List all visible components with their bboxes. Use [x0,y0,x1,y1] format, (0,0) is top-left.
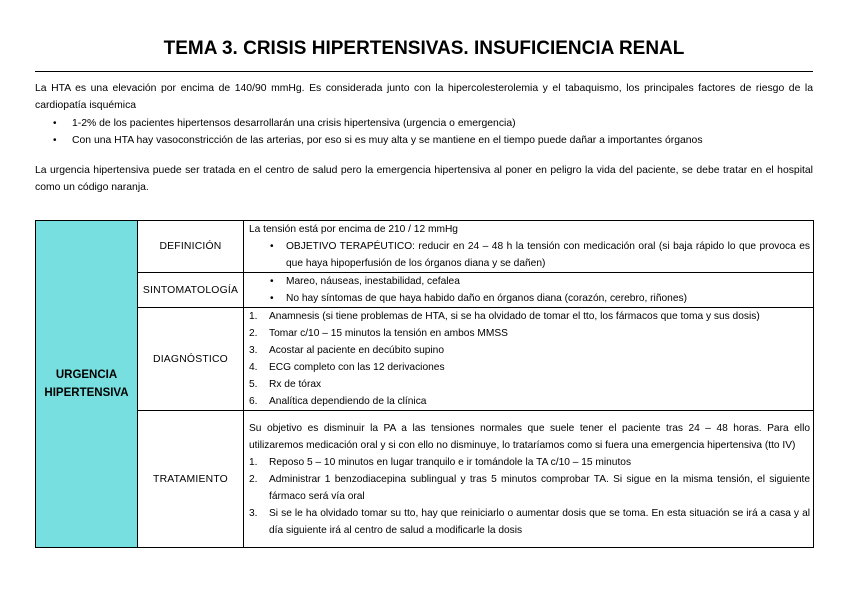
sintomatologia-bullet: • Mareo, náuseas, inestabilidad, cefalea [249,273,810,290]
diagnostico-content [244,308,814,411]
tratamiento-content [244,411,814,548]
side-label: URGENCIA HIPERTENSIVA [44,369,129,399]
sintomatologia-bullet: • No hay síntomas de que haya habido daño en órganos diana (corazón, cerebro, riñones) [249,290,810,307]
diagnostico-item: 5. Rx de tórax [249,379,322,390]
tratamiento-item: 1. Reposo 5 – 10 minutos en lugar tranquilo e ir tomándole la TA c/10 – 15 minutos [249,456,632,468]
row-label-sintomatologia: SINTOMATOLOGÍA [138,273,244,308]
intro-bullet-list [35,115,813,149]
intro-bullet: • 1-2% de los pacientes hipertensos desarrollarán una crisis hipertensiva (urgencia o emergencia) [35,115,813,132]
document-title: TEMA 3. CRISIS HIPERTENSIVAS. INSUFICIENCIA RENAL [163,38,685,59]
diagnostico-item: 6. Analítica dependiendo de la clínica [249,396,427,407]
diagnostico-item: 3. Acostar al paciente en decúbito supino [249,345,445,356]
tratamiento-item: 2. Administrar 1 benzodiacepina sublingual y tras 5 minutos comprobar TA. Si sigue en la misma tensión, el siguiente fármaco será vía oral [249,473,810,502]
tratamiento-text: Su objetivo es disminuir la PA a las tensiones normales que suele tener el paciente tras 24 – 48 horas. Para ello utilizaremos medicación oral y si con ello no disminuye, lo trataríamos como si fuera una emergencia hipertensiva (tto IV) [249,422,810,451]
urgency-table [35,220,814,548]
diagnostico-item: 1. Anamnesis (si tiene problemas de HTA, si se ha olvidado de tomar el tto, los fármacos que toma y sus dosis) [249,311,760,322]
row-label-definicion: DEFINICIÓN [138,221,244,273]
title-underline [35,71,813,72]
sintomatologia-content [244,273,814,308]
definicion-text: La tensión está por encima de 210 / 12 mmHg [249,224,458,235]
tratamiento-item: 3. Si se le ha olvidado tomar su tto, hay que reiniciarlo o aumentar dosis que se toma. En esta situación se irá a casa y al día siguiente irá al centro de salud a modificarle la dosis [249,507,810,536]
intro-paragraph: La HTA es una elevación por encima de 140/90 mmHg. Es considerada junto con la hipercolesterolemia y el tabaquismo, los principales factores de riesgo de la cardiopatía isquémica [35,83,813,111]
diagnostico-item: 2. Tomar c/10 – 15 minutos la tensión en ambos MMSS [249,328,508,339]
side-label-cell [36,221,138,548]
row-label-tratamiento: TRATAMIENTO [138,411,244,548]
definicion-bullet: • OBJETIVO TERAPÉUTICO: reducir en 24 – 48 h la tensión con medicación oral (si baja rápido lo que provoca es que haya hipoperfusión de los órganos diana y se dañen) [249,238,810,272]
row-label-diagnostico: DIAGNÓSTICO [138,308,244,411]
diagnostico-item: 4. ECG completo con las 12 derivaciones [249,362,445,373]
urgency-paragraph: La urgencia hipertensiva puede ser tratada en el centro de salud pero la emergencia hipertensiva al poner en peligro la vida del paciente, se debe tratar en el hospital como un código naranja. [35,165,813,193]
intro-bullet: • Con una HTA hay vasoconstricción de las arterias, por eso si es muy alta y se mantiene en el tiempo puede dañar a importantes órganos [35,132,813,149]
definicion-content [244,221,814,273]
